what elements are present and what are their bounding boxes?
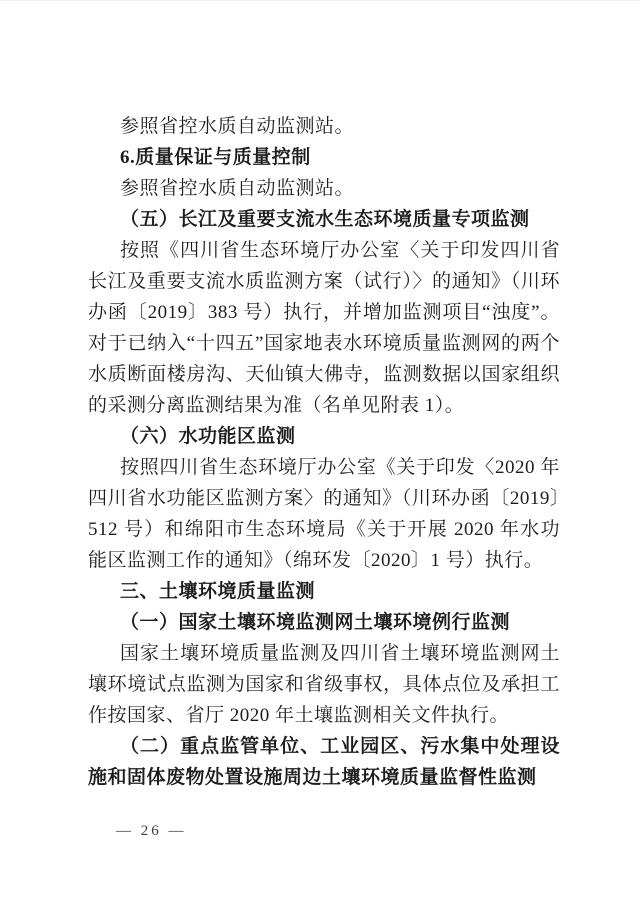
page-number: — 26 —	[116, 823, 187, 839]
section-heading: 6.质量保证与质量控制	[120, 147, 311, 168]
section-heading: （五）长江及重要支流水生态环境质量专项监测	[120, 209, 530, 230]
section-heading: 三、土壤环境质量监测	[120, 581, 316, 602]
paragraph: 按照《四川省生态环境厅办公室〈关于印发四川省长江及重要支流水质监测方案（试行）〉的通知》（川环办函〔2019〕383 号）执行，并增加监测项目“浊度”。对于已纳入“十四五”国家地表水环境质量监测网的两个水质断面楼房沟、天仙镇大佛寺，监测数据以国家组织的采测分离监测结果为准（名单见附表 1）。	[88, 240, 560, 416]
page-content	[88, 111, 560, 793]
paragraph: 国家土壤环境质量监测及四川省土壤环境监测网土壤环境试点监测为国家和省级事权，具体点位及承担工作按国家、省厅 2020 年土壤监测相关文件执行。	[88, 643, 560, 726]
paragraph: 参照省控水质自动监测站。	[120, 178, 355, 199]
section-heading: （六）水功能区监测	[120, 426, 296, 447]
paragraph: 按照四川省生态环境厅办公室《关于印发〈2020 年四川省水功能区监测方案〉的通知》（川环办函〔2019〕512 号）和绵阳市生态环境局《关于开展 2020 年水功能区监测工作的通知》（绵环发〔2020〕1 号）执行。	[88, 457, 560, 571]
paragraph: 参照省控水质自动监测站。	[120, 116, 355, 137]
section-heading: （二）重点监管单位、工业园区、污水集中处理设施和固体废物处置设施周边土壤环境质量监督性监测	[88, 736, 560, 788]
section-heading: （一）国家土壤环境监测网土壤环境例行监测	[120, 612, 511, 633]
